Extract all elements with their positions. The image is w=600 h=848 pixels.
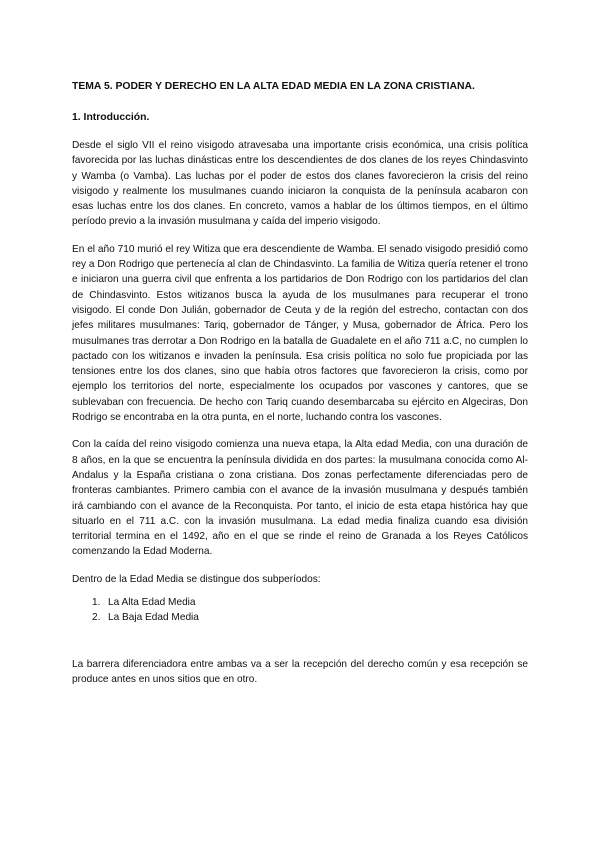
list-item-label: La Alta Edad Media bbox=[108, 597, 196, 609]
paragraph-3: Con la caída del reino visigodo comienza una nueva etapa, la Alta edad Media, con una duración de 8 años, en la que se encuentra la península dividida en dos partes: la musulmana conocida como Al-Andalus y la España cristiana o zona cristiana. Dos zonas perfectamente diferenciadas pero de fronteras cambiantes. Primero cambia con el avance de la invasión musulmana y después también irá cambiando con el avance de la Reconquista. Por tanto, el inicio de esta etapa histórica hay que situarlo en el 711 a.C. con la invasión musulmana. La edad media finaliza cuando esa división territorial termina en el 1492, año en el que se rinde el reino de Granada a los Reyes Católicos comenzando la Edad Moderna. bbox=[72, 439, 528, 558]
paragraph-2: En el año 710 murió el rey Witiza que era descendiente de Wamba. El senado visigodo presidió como rey a Don Rodrigo que pertenecía al clan de Chindasvinto. La familia de Witiza quería retener el trono e iniciaron una guerra civil que enfrenta a los partidarios de Don Rodrigo con los partidarios del clan de Chindasvinto. Estos witizanos busca la ayuda de los musulmanes para recuperar el trono visigodo. El conde Don Julián, gobernador de Ceuta y de la región del estrecho, contactan con dos jefes militares musulmanes: Tariq, gobernador de Tánger, y Musa, gobernador de África. Pero los musulmanes tras derrotar a Don Rodrigo en la batalla de Guadalete en el año 711 a.C, no cumplen lo pactado con los witizanos e invaden la península. Esa crisis política no solo fue propiciada por las tensiones entre los dos clanes, sino que había otros factores que favorecieron la crisis, como por ejemplo los territorios del norte, especialmente los ocupados por vascones y cantores, que se sublevaban con frecuencia. De hecho con Tariq cuando desembarcaba su ejército en Algeciras, Don Rodrigo se encontraba en la otra punta, en el norte, luchando contra los vascones. bbox=[72, 243, 528, 424]
document-page bbox=[72, 80, 528, 699]
list-item-number: 2. bbox=[92, 612, 101, 624]
list-item-number: 1. bbox=[92, 597, 101, 609]
list-item-label: La Baja Edad Media bbox=[108, 612, 199, 624]
paragraph-4: Dentro de la Edad Media se distingue dos subperíodos: bbox=[72, 573, 321, 585]
list-item bbox=[92, 610, 528, 625]
document-title: TEMA 5. PODER Y DERECHO EN LA ALTA EDAD MEDIA EN LA ZONA CRISTIANA. bbox=[72, 81, 475, 92]
closing-paragraph: La barrera diferenciadora entre ambas va a ser la recepción del derecho común y esa recepción se produce antes en unos sitios que en otro. bbox=[72, 658, 528, 685]
paragraph-1: Desde el siglo VII el reino visigodo atravesaba una importante crisis económica, una crisis política favorecida por las luchas dinásticas entre los descendientes de dos clanes de los reyes Chindasvinto y Wamba (o Vamba). Las luchas por el poder de estos dos clanes favorecieron la crisis del reino visigodo y realmente los musulmanes cuando iniciaron la conquista de la península acabaron con esas luchas entre los dos clanes. En concreto, vamos a hablar de los últimos tiempos, en el último período previo a la invasión musulmana y caída del imperio visigodo. bbox=[72, 140, 528, 228]
section-heading: 1. Introducción. bbox=[72, 112, 150, 123]
subperiod-list bbox=[72, 595, 528, 626]
list-item bbox=[92, 595, 528, 610]
